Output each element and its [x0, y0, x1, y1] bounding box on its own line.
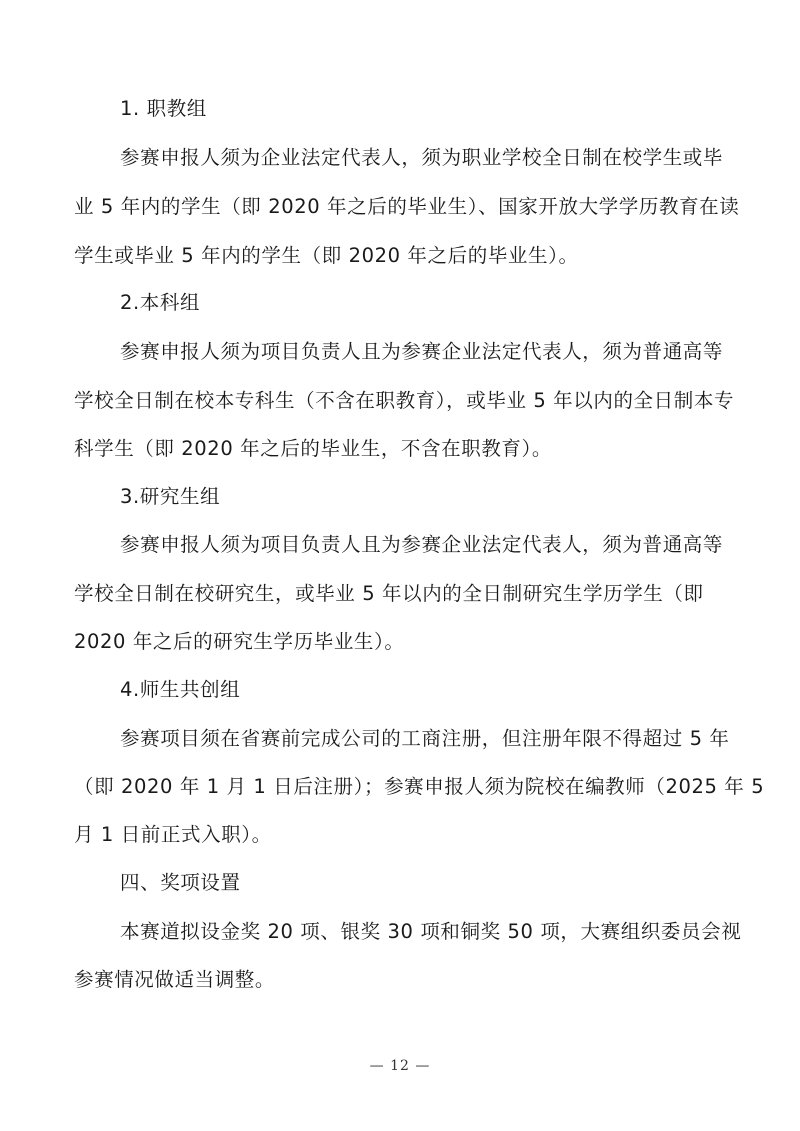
paragraph-line: 2020 年之后的研究生学历毕业生）。: [74, 630, 405, 653]
paragraph-line: 本赛道拟设金奖 20 项、银奖 30 项和铜奖 50 项，大赛组织委员会视: [120, 920, 742, 943]
paragraph-line: 科学生（即 2020 年之后的毕业生，不含在职教育）。: [74, 437, 552, 460]
paragraph-line: 学生或毕业 5 年内的学生（即 2020 年之后的毕业生）。: [74, 244, 579, 267]
paragraph-line: 月 1 日前正式入职）。: [74, 823, 272, 846]
paragraph-line: 参赛申报人须为项目负责人且为参赛企业法定代表人，须为普通高等: [120, 340, 724, 363]
section-heading: 3.研究生组: [120, 485, 221, 508]
section-heading: 1. 职教组: [120, 97, 207, 120]
paragraph-line: 参赛申报人须为项目负责人且为参赛企业法定代表人，须为普通高等: [120, 533, 724, 556]
paragraph-line: 参赛项目须在省赛前完成公司的工商注册，但注册年限不得超过 5 年: [120, 727, 730, 750]
paragraph-line: 参赛情况做适当调整。: [74, 968, 276, 991]
paragraph-line: 学校全日制在校研究生，或毕业 5 年以内的全日制研究生学历学生（即: [74, 582, 704, 605]
paragraph-line: 学校全日制在校本专科生（不含在职教育），或毕业 5 年以内的全日制本专: [74, 389, 735, 412]
section-heading: 四、奖项设置: [120, 871, 241, 894]
paragraph-line: 业 5 年内的学生（即 2020 年之后的毕业生）、国家开放大学学历教育在读: [74, 195, 740, 218]
section-heading: 4.师生共创组: [120, 678, 241, 701]
page-number: — 12 —: [369, 1058, 431, 1074]
section-heading: 2.本科组: [120, 291, 201, 314]
paragraph-line: （即 2020 年 1 月 1 日后注册）；参赛申报人须为院校在编教师（2025 年 5: [74, 775, 765, 798]
paragraph-line: 参赛申报人须为企业法定代表人，须为职业学校全日制在校学生或毕: [120, 146, 724, 169]
